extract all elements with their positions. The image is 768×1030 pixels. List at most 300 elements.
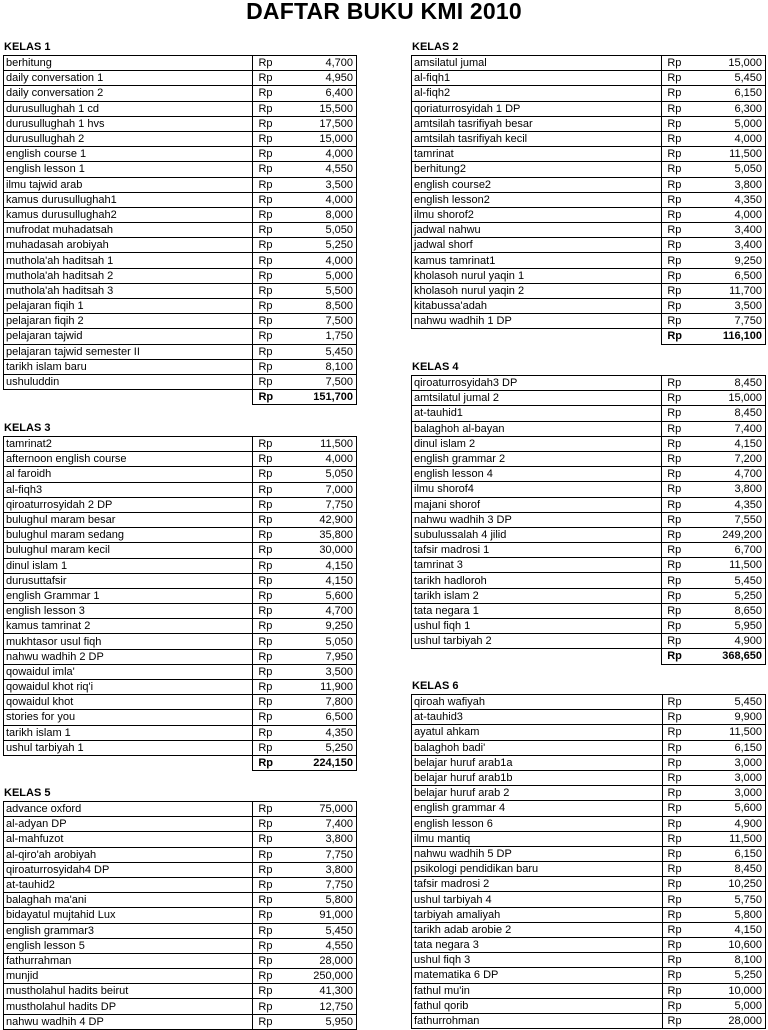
currency-label: Rp — [662, 619, 707, 634]
book-title: qiroaturrosyidah 2 DP — [4, 497, 253, 512]
book-title: pelajaran tajwid semester II — [4, 344, 253, 359]
currency-label: Rp — [253, 664, 298, 679]
book-price: 250,000 — [298, 969, 357, 984]
currency-label: Rp — [662, 877, 707, 892]
table-row — [412, 938, 766, 953]
currency-label: Rp — [253, 1014, 298, 1029]
currency-label: Rp — [662, 162, 707, 177]
table-row — [4, 634, 357, 649]
currency-label: Rp — [253, 207, 298, 222]
currency-label: Rp — [662, 558, 707, 573]
table-row — [412, 543, 766, 558]
book-price: 12,750 — [298, 999, 357, 1014]
book-price: 3,500 — [298, 177, 357, 192]
book-title: qiroah wafiyah — [412, 695, 663, 710]
book-table — [411, 694, 766, 1029]
table-row — [4, 86, 357, 101]
book-price: 4,000 — [298, 452, 357, 467]
book-title: english Grammar 1 — [4, 588, 253, 603]
book-title: nahwu wadhih 2 DP — [4, 649, 253, 664]
total-currency: Rp — [662, 329, 707, 344]
table-row — [4, 604, 357, 619]
book-title: mufrodat muhadatsah — [4, 223, 253, 238]
currency-label: Rp — [662, 299, 707, 314]
book-title: qiroaturrosyidah4 DP — [4, 862, 253, 877]
book-title: kamus tamrinat 2 — [4, 619, 253, 634]
total-value: 368,650 — [706, 649, 765, 664]
total-row — [4, 390, 357, 405]
currency-label: Rp — [253, 71, 298, 86]
currency-label: Rp — [253, 223, 298, 238]
book-price: 5,250 — [298, 740, 357, 755]
currency-label: Rp — [662, 436, 707, 451]
currency-label: Rp — [662, 695, 707, 710]
total-currency: Rp — [662, 649, 707, 664]
currency-label: Rp — [662, 253, 707, 268]
table-row — [4, 1014, 357, 1029]
table-row — [4, 71, 357, 86]
book-title: muhadasah arobiyah — [4, 238, 253, 253]
currency-label: Rp — [253, 634, 298, 649]
book-title: ilmu shorof2 — [412, 207, 662, 222]
book-title: qoriaturrosyidah 1 DP — [412, 101, 662, 116]
currency-label: Rp — [662, 573, 707, 588]
book-price: 4,900 — [707, 816, 766, 831]
book-title: tafsir madrosi 1 — [412, 543, 662, 558]
table-row — [412, 162, 766, 177]
currency-label: Rp — [253, 101, 298, 116]
book-title: durusuttafsir — [4, 573, 253, 588]
currency-label: Rp — [253, 984, 298, 999]
table-row — [412, 101, 766, 116]
book-price: 5,050 — [298, 223, 357, 238]
book-price: 7,400 — [706, 421, 765, 436]
table-row — [412, 983, 766, 998]
currency-label: Rp — [662, 543, 707, 558]
book-title: bidayatul mujtahid Lux — [4, 908, 253, 923]
book-title: jadwal shorf — [412, 238, 662, 253]
book-title: subulussalah 4 jilid — [412, 527, 662, 542]
book-price: 28,000 — [298, 953, 357, 968]
currency-label: Rp — [253, 740, 298, 755]
book-title: amtsilah tasrifiyah kecil — [412, 131, 662, 146]
book-price: 6,150 — [707, 740, 766, 755]
book-price: 5,800 — [298, 893, 357, 908]
currency-label: Rp — [253, 482, 298, 497]
currency-label: Rp — [662, 238, 707, 253]
section-heading: KELAS 6 — [412, 680, 459, 692]
table-row — [4, 497, 357, 512]
table-row — [412, 314, 766, 329]
currency-label: Rp — [662, 451, 707, 466]
table-row — [412, 786, 766, 801]
book-table — [3, 436, 357, 771]
book-price: 15,000 — [707, 56, 766, 71]
book-title: english course 1 — [4, 147, 253, 162]
currency-label: Rp — [253, 832, 298, 847]
book-title: tata negara 1 — [412, 603, 662, 618]
table-row — [412, 238, 766, 253]
currency-label: Rp — [662, 223, 707, 238]
currency-label: Rp — [253, 452, 298, 467]
book-title: ilmu shorof4 — [412, 482, 662, 497]
book-price: 3,500 — [707, 299, 766, 314]
currency-label: Rp — [662, 725, 707, 740]
table-row — [4, 192, 357, 207]
book-title: ushuluddin — [4, 374, 253, 389]
book-table — [3, 55, 357, 405]
book-price: 8,450 — [706, 406, 765, 421]
book-title: ilmu mantiq — [412, 831, 663, 846]
book-price: 9,250 — [707, 253, 766, 268]
book-title: english lesson 5 — [4, 938, 253, 953]
book-price: 7,750 — [298, 877, 357, 892]
book-title: belajar huruf arab1b — [412, 770, 663, 785]
book-title: daily conversation 2 — [4, 86, 253, 101]
total-spacer — [412, 329, 662, 344]
currency-label: Rp — [662, 527, 707, 542]
book-price: 10,250 — [707, 877, 766, 892]
page-title: DAFTAR BUKU KMI 2010 — [246, 0, 522, 24]
table-row — [4, 528, 357, 543]
book-title: belajar huruf arab 2 — [412, 786, 663, 801]
table-row — [4, 437, 357, 452]
book-title: kholasoh nurul yaqin 1 — [412, 268, 662, 283]
currency-label: Rp — [662, 482, 707, 497]
book-price: 41,300 — [298, 984, 357, 999]
book-price: 1,750 — [298, 329, 357, 344]
table-row — [412, 922, 766, 937]
book-title: amsilatul jumal — [412, 56, 662, 71]
book-title: durusullughah 2 — [4, 131, 253, 146]
currency-label: Rp — [662, 56, 707, 71]
book-price: 3,800 — [707, 177, 766, 192]
currency-label: Rp — [253, 162, 298, 177]
currency-label: Rp — [662, 86, 707, 101]
book-price: 17,500 — [298, 116, 357, 131]
table-row — [412, 497, 766, 512]
book-price: 15,000 — [298, 131, 357, 146]
table-row — [4, 56, 357, 71]
book-title: pelajaran fiqih 2 — [4, 314, 253, 329]
book-title: kitabussa'adah — [412, 299, 662, 314]
table-row — [412, 207, 766, 222]
book-title: al-adyan DP — [4, 817, 253, 832]
book-price: 4,900 — [706, 634, 765, 649]
book-price: 6,300 — [707, 101, 766, 116]
book-price: 3,000 — [707, 770, 766, 785]
currency-label: Rp — [662, 786, 707, 801]
book-price: 9,900 — [707, 710, 766, 725]
currency-label: Rp — [253, 86, 298, 101]
currency-label: Rp — [662, 603, 707, 618]
table-row — [412, 283, 766, 298]
book-title: mutholа'ah haditsah 3 — [4, 283, 253, 298]
currency-label: Rp — [662, 953, 707, 968]
currency-label: Rp — [253, 558, 298, 573]
book-title: stories for you — [4, 710, 253, 725]
book-title: tarbiyah amaliyah — [412, 907, 663, 922]
currency-label: Rp — [253, 467, 298, 482]
table-row — [4, 908, 357, 923]
book-price: 4,150 — [706, 436, 765, 451]
book-title: bulughul maram sedang — [4, 528, 253, 543]
currency-label: Rp — [253, 192, 298, 207]
book-title: at-tauhid2 — [4, 877, 253, 892]
table-row — [4, 253, 357, 268]
book-price: 28,000 — [707, 1013, 766, 1028]
book-price: 6,400 — [298, 86, 357, 101]
section-heading: KELAS 4 — [412, 361, 459, 373]
table-row — [412, 968, 766, 983]
book-title: kholasoh nurul yaqin 2 — [412, 283, 662, 298]
book-price: 4,550 — [298, 162, 357, 177]
book-title: al-mahfuzot — [4, 832, 253, 847]
currency-label: Rp — [662, 755, 707, 770]
book-price: 7,750 — [707, 314, 766, 329]
currency-label: Rp — [253, 238, 298, 253]
book-title: balaghoh badi' — [412, 740, 663, 755]
table-row — [4, 162, 357, 177]
book-title: mutholа'ah haditsah 2 — [4, 268, 253, 283]
total-spacer — [412, 649, 662, 664]
book-title: nahwu wadhih 1 DP — [412, 314, 662, 329]
table-row — [412, 223, 766, 238]
book-title: al-fiqh2 — [412, 86, 662, 101]
currency-label: Rp — [253, 177, 298, 192]
book-price: 10,000 — [707, 983, 766, 998]
book-title: afternoon english course — [4, 452, 253, 467]
book-price: 8,450 — [706, 376, 765, 391]
book-title: tamrinat2 — [4, 437, 253, 452]
book-price: 4,700 — [706, 467, 765, 482]
currency-label: Rp — [253, 283, 298, 298]
book-price: 6,500 — [298, 710, 357, 725]
book-title: nahwu wadhih 3 DP — [412, 512, 662, 527]
currency-label: Rp — [662, 588, 707, 603]
book-price: 5,450 — [298, 344, 357, 359]
table-row — [412, 816, 766, 831]
book-price: 35,800 — [298, 528, 357, 543]
table-row — [4, 359, 357, 374]
book-table — [3, 801, 357, 1030]
currency-label: Rp — [253, 725, 298, 740]
book-title: english course2 — [412, 177, 662, 192]
currency-label: Rp — [253, 253, 298, 268]
table-row — [412, 147, 766, 162]
book-price: 4,350 — [298, 725, 357, 740]
book-title: english grammar 4 — [412, 801, 663, 816]
book-title: balaghoh al-bayan — [412, 421, 662, 436]
currency-label: Rp — [662, 147, 707, 162]
table-row — [412, 740, 766, 755]
table-row — [4, 710, 357, 725]
table-row — [412, 406, 766, 421]
currency-label: Rp — [662, 862, 707, 877]
book-price: 91,000 — [298, 908, 357, 923]
book-price: 8,650 — [706, 603, 765, 618]
book-price: 3,000 — [707, 786, 766, 801]
table-row — [412, 831, 766, 846]
book-title: english grammar3 — [4, 923, 253, 938]
currency-label: Rp — [662, 998, 707, 1013]
book-title: majani shorof — [412, 497, 662, 512]
book-price: 15,000 — [706, 391, 765, 406]
currency-label: Rp — [253, 604, 298, 619]
book-title: kamus tamrinat1 — [412, 253, 662, 268]
total-currency: Rp — [253, 755, 298, 770]
book-title: tarikh islam 1 — [4, 725, 253, 740]
currency-label: Rp — [253, 649, 298, 664]
table-row — [412, 725, 766, 740]
book-price: 11,500 — [707, 147, 766, 162]
table-row — [4, 314, 357, 329]
book-price: 5,500 — [298, 283, 357, 298]
book-title: tata negara 3 — [412, 938, 663, 953]
book-title: english lesson 6 — [412, 816, 663, 831]
book-price: 5,250 — [298, 238, 357, 253]
table-row — [412, 253, 766, 268]
table-row — [412, 634, 766, 649]
book-price: 4,700 — [298, 56, 357, 71]
book-price: 3,400 — [707, 223, 766, 238]
table-row — [412, 588, 766, 603]
book-price: 5,800 — [707, 907, 766, 922]
book-title: amtsilah tasrifiyah besar — [412, 116, 662, 131]
book-title: fathul mu'in — [412, 983, 663, 998]
currency-label: Rp — [253, 131, 298, 146]
table-row — [412, 116, 766, 131]
book-price: 4,150 — [298, 558, 357, 573]
book-title: bulughul maram kecil — [4, 543, 253, 558]
book-title: balaghah ma'ani — [4, 893, 253, 908]
currency-label: Rp — [253, 710, 298, 725]
book-title: belajar huruf arab1a — [412, 755, 663, 770]
book-title: al faroidh — [4, 467, 253, 482]
book-price: 8,100 — [298, 359, 357, 374]
table-row — [4, 116, 357, 131]
table-row — [4, 664, 357, 679]
currency-label: Rp — [253, 938, 298, 953]
table-row — [4, 619, 357, 634]
currency-label: Rp — [253, 802, 298, 817]
currency-label: Rp — [662, 421, 707, 436]
total-value: 151,700 — [298, 390, 357, 405]
table-row — [412, 953, 766, 968]
book-title: mukhtasor usul fiqh — [4, 634, 253, 649]
book-table — [411, 55, 766, 345]
table-row — [4, 862, 357, 877]
currency-label: Rp — [662, 391, 707, 406]
table-row — [4, 969, 357, 984]
currency-label: Rp — [253, 619, 298, 634]
currency-label: Rp — [662, 770, 707, 785]
book-title: berhitung — [4, 56, 253, 71]
currency-label: Rp — [253, 588, 298, 603]
currency-label: Rp — [662, 131, 707, 146]
book-price: 4,000 — [707, 131, 766, 146]
book-price: 4,000 — [298, 147, 357, 162]
book-title: english lesson 4 — [412, 467, 662, 482]
book-price: 3,800 — [298, 862, 357, 877]
book-price: 4,000 — [298, 253, 357, 268]
table-row — [4, 543, 357, 558]
table-row — [412, 801, 766, 816]
currency-label: Rp — [253, 862, 298, 877]
book-price: 7,200 — [706, 451, 765, 466]
section-heading: KELAS 1 — [4, 41, 51, 53]
currency-label: Rp — [253, 497, 298, 512]
book-price: 11,500 — [707, 831, 766, 846]
table-row — [412, 451, 766, 466]
book-title: fathurrohman — [412, 1013, 663, 1028]
book-title: qowaidul imla' — [4, 664, 253, 679]
table-row — [4, 999, 357, 1014]
book-price: 11,500 — [298, 437, 357, 452]
table-row — [412, 892, 766, 907]
book-price: 5,450 — [707, 71, 766, 86]
book-price: 5,250 — [706, 588, 765, 603]
book-title: english lesson 1 — [4, 162, 253, 177]
table-row — [412, 71, 766, 86]
book-price: 5,000 — [298, 268, 357, 283]
book-price: 5,050 — [707, 162, 766, 177]
book-title: tafsir madrosi 2 — [412, 877, 663, 892]
currency-label: Rp — [253, 908, 298, 923]
book-title: bulughul maram besar — [4, 512, 253, 527]
table-row — [4, 923, 357, 938]
book-price: 5,450 — [298, 923, 357, 938]
book-title: ayatul ahkam — [412, 725, 663, 740]
table-row — [4, 207, 357, 222]
currency-label: Rp — [662, 376, 707, 391]
table-row — [4, 101, 357, 116]
book-price: 7,400 — [298, 817, 357, 832]
currency-label: Rp — [253, 329, 298, 344]
table-row — [4, 893, 357, 908]
table-row — [4, 953, 357, 968]
book-price: 4,350 — [706, 497, 765, 512]
table-row — [412, 1013, 766, 1028]
book-title: kamus durusullughah1 — [4, 192, 253, 207]
table-row — [412, 376, 766, 391]
table-row — [4, 938, 357, 953]
currency-label: Rp — [662, 192, 707, 207]
currency-label: Rp — [253, 953, 298, 968]
book-title: ushul fiqh 1 — [412, 619, 662, 634]
table-row — [4, 740, 357, 755]
book-price: 11,500 — [706, 558, 765, 573]
currency-label: Rp — [253, 528, 298, 543]
book-price: 3,500 — [298, 664, 357, 679]
table-row — [412, 877, 766, 892]
book-title: tarikh islam baru — [4, 359, 253, 374]
currency-label: Rp — [662, 406, 707, 421]
table-row — [412, 436, 766, 451]
table-row — [4, 329, 357, 344]
table-row — [4, 482, 357, 497]
table-row — [412, 755, 766, 770]
currency-label: Rp — [662, 922, 707, 937]
currency-label: Rp — [662, 846, 707, 861]
book-price: 8,100 — [707, 953, 766, 968]
currency-label: Rp — [662, 968, 707, 983]
book-title: fathul qorib — [412, 998, 663, 1013]
book-price: 4,150 — [707, 922, 766, 937]
currency-label: Rp — [253, 817, 298, 832]
currency-label: Rp — [662, 801, 707, 816]
book-price: 249,200 — [706, 527, 765, 542]
